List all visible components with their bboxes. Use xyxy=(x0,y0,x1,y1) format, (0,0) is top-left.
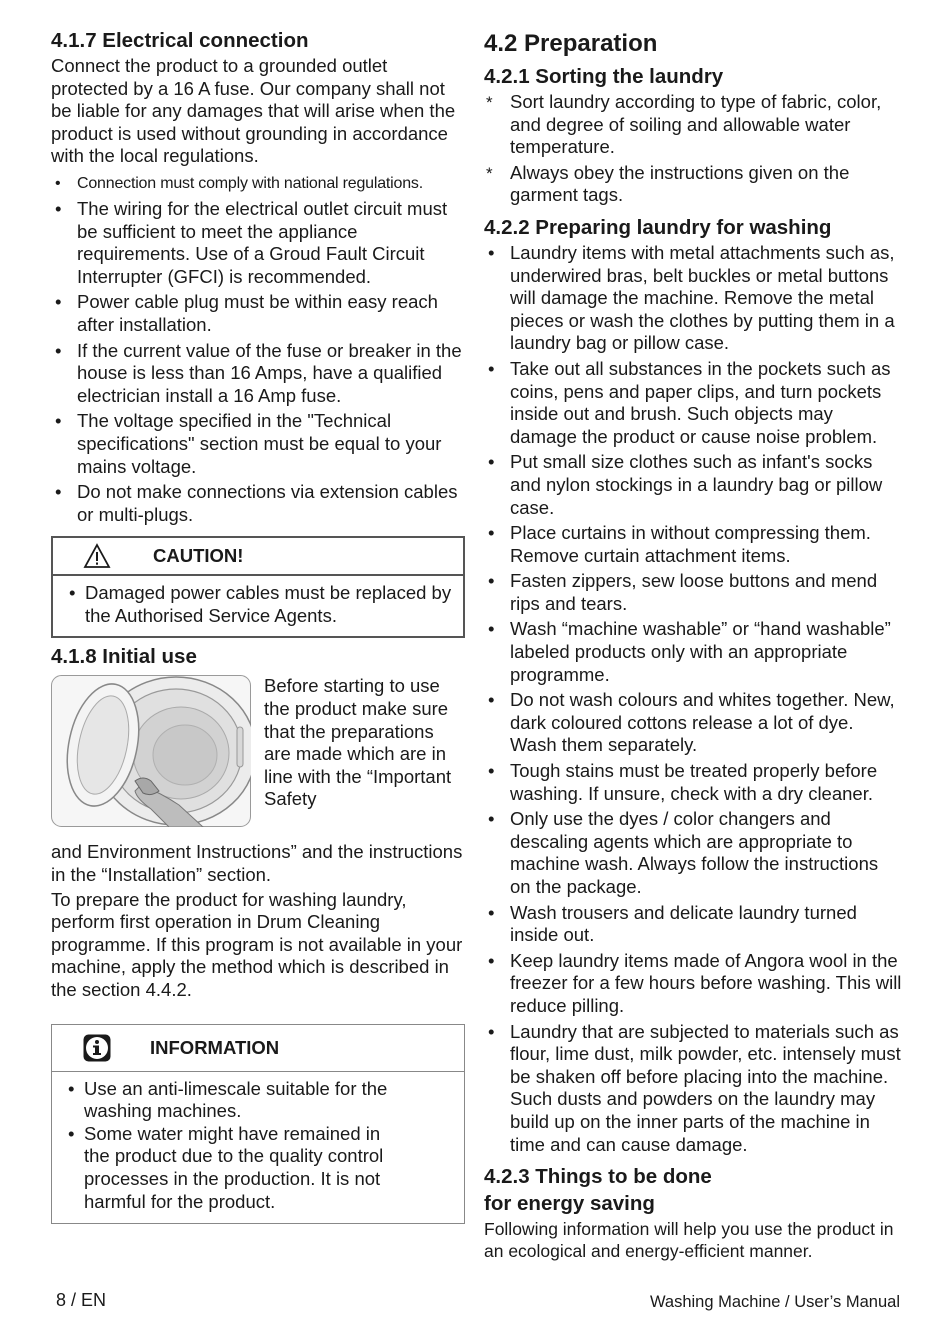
section-energy-saving xyxy=(484,1164,902,1262)
initial-use-paragraph: To prepare the product for washing laundry, perform first operation in Drum Cleaning programme. If this program is not available in your machine, apply the method which is described in the section 4.4.2. xyxy=(51,888,463,1001)
list-item: • Connection must comply with national regulations. xyxy=(51,173,465,195)
heading-energy-saving-line2: for energy saving xyxy=(484,1192,655,1216)
heading-preparing-laundry: 4.2.2 Preparing laundry for washing xyxy=(484,215,832,239)
information-label: INFORMATION xyxy=(150,1036,280,1058)
heading-initial-use: 4.1.8 Initial use xyxy=(51,645,197,669)
list-item: • The wiring for the electrical outlet circuit must be sufficient to meet the appliance requirements. Use of a Groud Fault Circuit Interrupter (GFCI) is recommended. xyxy=(51,198,465,288)
info-icon xyxy=(82,1033,112,1063)
heading-sorting-laundry: 4.2.1 Sorting the laundry xyxy=(484,65,724,88)
caution-box xyxy=(51,536,465,638)
list-item: • Use an anti-limescale suitable for the washing machines. xyxy=(60,1078,456,1123)
heading-preparation: 4.2 Preparation xyxy=(484,30,658,57)
washing-machine-drum-image xyxy=(51,675,251,827)
list-item: • Do not wash colours and whites together. New, dark coloured cottons release a lot of dye. Wash them separately. xyxy=(484,689,902,757)
list-item: • Some water might have remained in the product due to the quality control processes in the production. It is not harmful for the product. xyxy=(60,1123,456,1213)
list-item: • Laundry items with metal attachments such as, underwired bras, belt buckles or metal buttons will damage the machine. Remove the metal pieces or wash the clothes by putting them in a laundry bag or pillow case. xyxy=(484,242,902,355)
page-number: 8 / EN xyxy=(56,1290,107,1310)
list-item: • Take out all substances in the pockets such as coins, pens and paper clips, and turn pockets inside out and brush. Such objects may damage the product or cause noise problem. xyxy=(484,358,902,448)
list-item: • Do not make connections via extension cables or multi-plugs. xyxy=(51,481,465,526)
left-column xyxy=(51,28,465,1224)
list-item: • Fasten zippers, sew loose buttons and mend rips and tears. xyxy=(484,570,902,615)
list-item: • Wash trousers and delicate laundry turned inside out. xyxy=(484,902,902,947)
electrical-bullets xyxy=(51,173,465,526)
section-electrical-connection xyxy=(51,28,465,526)
caution-bullets xyxy=(53,576,463,636)
information-box xyxy=(51,1024,465,1225)
list-item: • Laundry that are subjected to materials such as flour, lime dust, milk powder, etc. intensely must be shaken off before placing into the machine. Such dusts and powders on the laundry may build up on the inner parts of the machine in time and can cause damage. xyxy=(484,1021,902,1157)
list-item: * Always obey the instructions given on the garment tags. xyxy=(484,162,902,207)
preparing-bullets xyxy=(484,242,902,1156)
heading-electrical-connection: 4.1.7 Electrical connection xyxy=(51,29,309,52)
initial-use-text: Before starting to use the product make sure that the preparations are made which are in line with the “Important Safety xyxy=(264,675,452,810)
electrical-intro: Connect the product to a grounded outlet protected by a 16 A fuse. Our company shall not be liable for any damages that will arise when the product is used without grounding in accordance with the local regulations. xyxy=(51,55,456,167)
initial-use-continued: and Environment Instructions” and the instructions in the “Installation” section. xyxy=(51,841,463,886)
list-item: • If the current value of the fuse or breaker in the house is less than 16 Amps, have a qualified electrician install a 16 Amp fuse. xyxy=(51,340,465,408)
energy-saving-text: Following information will help you use the product in an ecological and energy-efficient manner. xyxy=(484,1219,894,1262)
footer-title: Washing Machine / User’s Manual xyxy=(649,1293,900,1311)
section-sorting-laundry xyxy=(484,64,902,207)
list-item: • Wash “machine washable” or “hand washable” labeled products only with an appropriate programme. xyxy=(484,618,902,686)
list-item: • Keep laundry items made of Angora wool in the freezer for a few hours before washing. This will reduce pilling. xyxy=(484,950,902,1018)
list-item: * Sort laundry according to type of fabric, color, and degree of soiling and allowable water temperature. xyxy=(484,91,902,159)
list-item: • Tough stains must be treated properly before washing. If unsure, check with a dry cleaner. xyxy=(484,760,902,805)
list-item: • Power cable plug must be within easy reach after installation. xyxy=(51,291,465,336)
list-item: • Damaged power cables must be replaced by the Authorised Service Agents. xyxy=(61,582,455,627)
list-item: • Only use the dyes / color changers and descaling agents which are appropriate to machine wash. Always follow the instructions on the package. xyxy=(484,808,902,898)
caution-header xyxy=(53,538,463,576)
warning-triangle-icon xyxy=(83,543,111,569)
information-header xyxy=(52,1025,464,1072)
sorting-items xyxy=(484,91,902,207)
heading-energy-saving-line1: 4.2.3 Things to be done xyxy=(484,1165,712,1189)
list-item: • Place curtains in without compressing them. Remove curtain attachment items. xyxy=(484,522,902,567)
information-bullets xyxy=(52,1072,464,1224)
list-item: • The voltage specified in the "Technical specifications" section must be equal to your mains voltage. xyxy=(51,410,465,478)
right-column xyxy=(484,28,902,1262)
list-item: • Put small size clothes such as infant's socks and nylon stockings in a laundry bag or pillow case. xyxy=(484,451,902,519)
caution-label: CAUTION! xyxy=(153,545,244,567)
section-initial-use xyxy=(51,644,465,1001)
section-preparing-laundry xyxy=(484,215,902,1156)
initial-use-figure-row xyxy=(51,675,465,835)
